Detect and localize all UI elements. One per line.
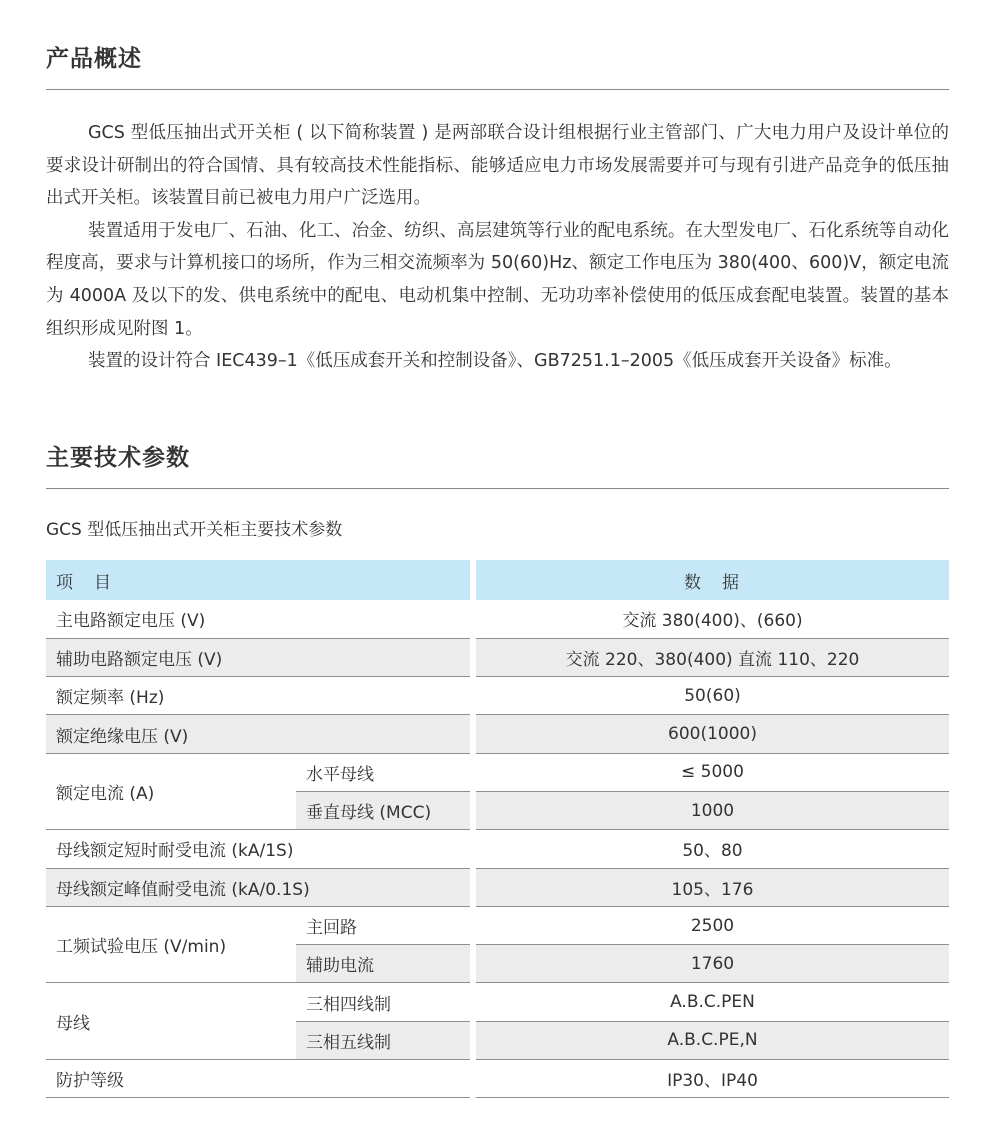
table-row bbox=[46, 906, 949, 944]
row-group-label: 额定电流 (A) bbox=[46, 753, 296, 830]
row-value: ≤ 5000 bbox=[473, 753, 949, 791]
row-value: IP30、IP40 bbox=[473, 1060, 949, 1098]
table-row bbox=[46, 753, 949, 791]
table-caption: GCS 型低压抽出式开关柜主要技术参数 bbox=[46, 520, 343, 540]
overview-paragraph: GCS 型低压抽出式开关柜 ( 以下简称装置 ) 是两部联合设计组根据行业主管部门、广大电力用户及设计单位的要求设计研制出的符合国情、具有较高技术性能指标、能够适应电力市场发展需要并可与现有引进产品竞争的低压抽出式开关柜。该装置目前已被电力用户广泛选用。 bbox=[46, 123, 949, 209]
row-value: 交流 380(400)、(660) bbox=[473, 600, 949, 638]
row-sublabel: 水平母线 bbox=[296, 753, 473, 791]
parameter-table bbox=[46, 560, 949, 1098]
table-row bbox=[46, 677, 949, 715]
row-group-label: 工频试验电压 (V/min) bbox=[46, 906, 296, 983]
row-label: 母线额定峰值耐受电流 (kA/0.1S) bbox=[46, 868, 473, 906]
row-value: 交流 220、380(400) 直流 110、220 bbox=[473, 638, 949, 676]
row-sublabel: 垂直母线 (MCC) bbox=[296, 791, 473, 829]
row-value: 1000 bbox=[473, 791, 949, 829]
params-divider bbox=[46, 488, 949, 489]
row-sublabel: 主回路 bbox=[296, 906, 473, 944]
row-value: 50(60) bbox=[473, 677, 949, 715]
table-row bbox=[46, 983, 949, 1021]
row-group-label: 母线 bbox=[46, 983, 296, 1060]
table-row bbox=[46, 600, 949, 638]
table-row bbox=[46, 830, 949, 868]
row-label: 辅助电路额定电压 (V) bbox=[46, 638, 473, 676]
header-data: 数 据 bbox=[473, 560, 949, 600]
row-label: 额定绝缘电压 (V) bbox=[46, 715, 473, 753]
table-header-row bbox=[46, 560, 949, 600]
row-value: 50、80 bbox=[473, 830, 949, 868]
overview-title: 产品概述 bbox=[46, 46, 142, 72]
table-row bbox=[46, 638, 949, 676]
row-sublabel: 三相四线制 bbox=[296, 983, 473, 1021]
row-value: 1760 bbox=[473, 945, 949, 983]
row-value: 105、176 bbox=[473, 868, 949, 906]
row-sublabel: 辅助电流 bbox=[296, 945, 473, 983]
table-row bbox=[46, 715, 949, 753]
overview-divider bbox=[46, 89, 949, 90]
row-label: 母线额定短时耐受电流 (kA/1S) bbox=[46, 830, 473, 868]
row-value: A.B.C.PE,N bbox=[473, 1021, 949, 1059]
row-label: 额定频率 (Hz) bbox=[46, 677, 473, 715]
row-label: 主电路额定电压 (V) bbox=[46, 600, 473, 638]
table-row bbox=[46, 1060, 949, 1098]
row-sublabel: 三相五线制 bbox=[296, 1021, 473, 1059]
header-item: 项 目 bbox=[46, 560, 473, 600]
row-value: 600(1000) bbox=[473, 715, 949, 753]
row-value: 2500 bbox=[473, 906, 949, 944]
row-label: 防护等级 bbox=[46, 1060, 473, 1098]
row-value: A.B.C.PEN bbox=[473, 983, 949, 1021]
overview-paragraph: 装置的设计符合 IEC439–1《低压成套开关和控制设备》、GB7251.1–2005《低压成套开关设备》标准。 bbox=[88, 351, 902, 372]
params-title: 主要技术参数 bbox=[46, 445, 190, 471]
overview-body bbox=[46, 117, 949, 378]
table-row bbox=[46, 868, 949, 906]
overview-paragraph: 装置适用于发电厂、石油、化工、冶金、纺织、高层建筑等行业的配电系统。在大型发电厂、石化系统等自动化程度高，要求与计算机接口的场所，作为三相交流频率为 50(60)Hz、额定工作电压为 380(400、600)V，额定电流为 4000A 及以下的发、供电系统中的配电、电动机集中控制、无功功率补偿使用的低压成套配电装置。装置的基本组织形成见附图 1。 bbox=[46, 220, 949, 339]
